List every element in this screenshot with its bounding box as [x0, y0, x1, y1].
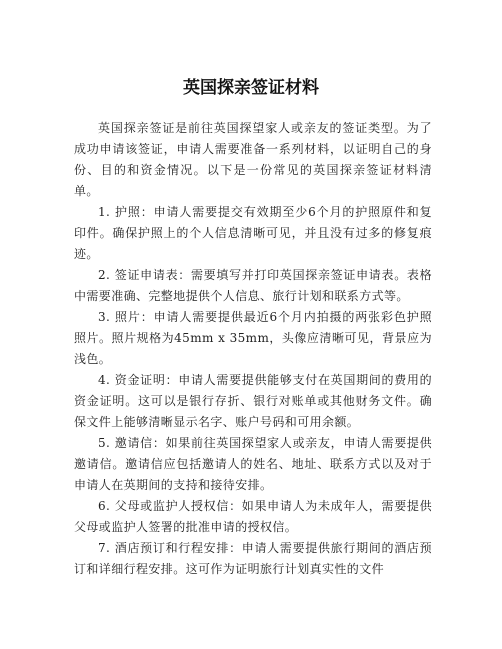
item-invitation-letter: 5. 邀请信：如果前往英国探望家人或亲友，申请人需要提供邀请信。邀请信应包括邀请人的姓名、地址、联系方式以及对于申请人在英期间的支持和接待安排。: [74, 436, 432, 492]
item-photos: 3. 照片：申请人需要提供最近6个月内拍摄的两张彩色护照照片。照片规格为45mm x 35mm，头像应清晰可见，背景应为浅色。: [74, 310, 432, 366]
item-hotel-itinerary: 7. 酒店预订和行程安排：申请人需要提供旅行期间的酒店预订和详细行程安排。这可作为证明旅行计划真实性的文件: [74, 541, 432, 576]
item-financial-proof: 4. 资金证明：申请人需要提供能够支付在英国期间的费用的资金证明。这可以是银行存折、银行对账单或其他财务文件。确保文件上能够清晰显示名字、账户号码和可用余额。: [74, 373, 432, 429]
item-passport: 1. 护照：申请人需要提交有效期至少6个月的护照原件和复印件。确保护照上的个人信息清晰可见，并且没有过多的修复痕迹。: [74, 205, 432, 261]
document-title: 英国探亲签证材料: [183, 78, 319, 98]
item-application-form: 2. 签证申请表：需要填写并打印英国探亲签证申请表。表格中需要准确、完整地提供个人信息、旅行计划和联系方式等。: [74, 268, 432, 303]
document-body: [74, 118, 432, 580]
intro-paragraph: 英国探亲签证是前往英国探望家人或亲友的签证类型。为了成功申请该签证，申请人需要准备一系列材料，以证明自己的身份、目的和资金情况。以下是一份常见的英国探亲签证材料清单。: [74, 121, 432, 198]
item-guardian-authorization: 6. 父母或监护人授权信：如果申请人为未成年人，需要提供父母或监护人签署的批准申请的授权信。: [74, 499, 432, 534]
